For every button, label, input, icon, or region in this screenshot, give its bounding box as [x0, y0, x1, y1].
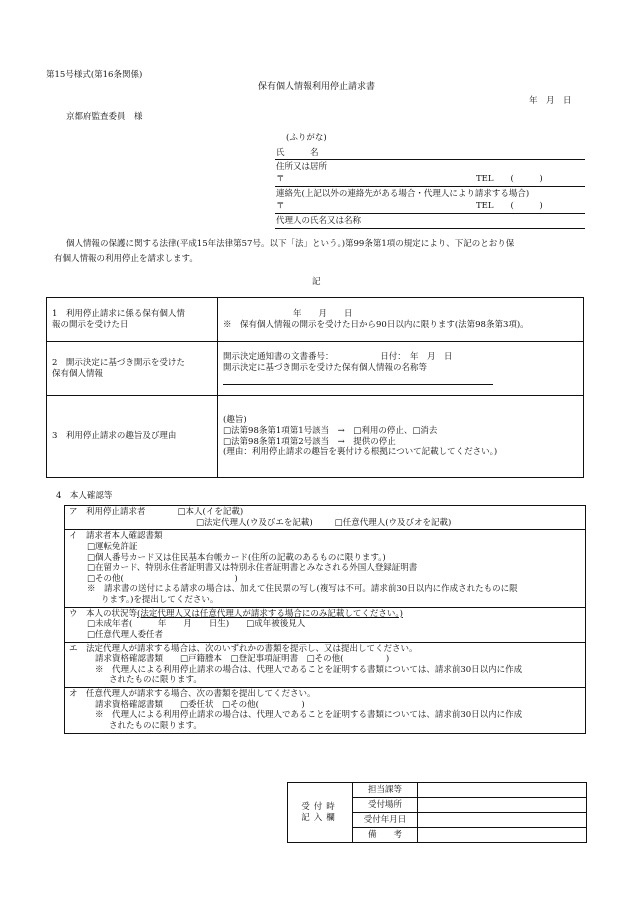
- row-e: エ 法定代理人が請求する場合は、次のいずれかの書類を提示し、又は提出してください。 請求資格確認書類 □戸籍謄本 □登記事項証明書 □その他( ) ※ 代理人による利用停止請求の場合は、代理人であることを証明する書類については、請求前30日以内に作成 されたものに限ります。: [65, 642, 586, 688]
- ki-label: 記: [312, 277, 321, 287]
- reception-field[interactable]: [418, 828, 587, 843]
- mail-request-note: ※ 請求書の送付による請求の場合は、加えて住民票の写し(複写は不可。請求前30日以内に作成されたものに限 ります。)を提出してください。: [87, 584, 518, 605]
- postal-mark-2: 〒: [276, 201, 285, 211]
- row-o: オ 任意代理人が請求する場合、次の書類を提出してください。 請求資格確認書類 □委任状 □その他( ) ※ 代理人による利用停止請求の場合は、代理人であることを証明する書類については、請求前30日以内に作成 されたものに限ります。: [65, 688, 586, 734]
- form-number: 第15号様式(第16条関係): [46, 70, 143, 80]
- sec1-label: 1 利用停止請求に係る保有個人情 報の開示を受けた日: [47, 298, 218, 342]
- name-label: 氏 名: [276, 148, 319, 158]
- tel-field: TEL ( ): [476, 174, 543, 184]
- tel-field-2: TEL ( ): [476, 201, 543, 211]
- date-field: 年 月 日: [529, 96, 572, 106]
- row-a: ア 利用停止請求者 □本人(イを記載) □法定代理人(ウ及びエを記載) □任意代理人(ウ及びオを記載): [65, 506, 586, 530]
- voluntary-agent-checkbox[interactable]: □任意代理人(ウ及びオを記載): [334, 517, 452, 528]
- sec1-note: ※ 保有個人情報の開示を受けた日から90日以内に限ります(法第98条第3項)。: [223, 319, 529, 330]
- reason-note: (理由：利用停止請求の趣旨を裏付ける根拠について記載してください。): [223, 447, 498, 458]
- reception-field[interactable]: [418, 798, 587, 813]
- sec3-content: (趣旨) □法第98条第1項第1号該当 → □利用の停止、□消去 □法第98条第1項第2号該当 → 提供の停止 (理由：利用停止請求の趣旨を裏付ける根拠について記載してください。): [218, 396, 584, 478]
- other-doc-checkbox[interactable]: □その他( ): [87, 573, 238, 584]
- sec1-content: [218, 298, 584, 342]
- legal-agent-docs: 請求資格確認書類 □戸籍謄本 □登記事項証明書 □その他( ): [95, 654, 390, 665]
- reception-field[interactable]: [418, 813, 587, 828]
- self-checkbox[interactable]: □本人(イを記載): [177, 507, 244, 517]
- identity-table: [64, 505, 586, 734]
- clause1-checkbox: □法第98条第1項第1号該当 → □利用の停止、□消去: [223, 425, 438, 436]
- legal-agent-checkbox[interactable]: □法定代理人(ウ及びエを記載): [196, 517, 313, 528]
- addressee: 京都府監査委員 様: [66, 112, 143, 122]
- voluntary-agent-docs: 請求資格確認書類 □委任状 □その他( ): [95, 699, 305, 710]
- disclosed-info-name: 開示決定に基づき開示を受けた保有個人情報の名称等: [223, 363, 428, 373]
- disclosure-date: 年 月 日: [293, 308, 353, 319]
- reception-row-label: 担当課等: [353, 783, 418, 798]
- sec2-label: 2 開示決定に基づき開示を受けた 保有個人情報: [47, 342, 218, 396]
- reception-field[interactable]: [418, 783, 587, 798]
- principal-checkbox[interactable]: □任意代理人委任者: [87, 629, 164, 640]
- reception-row-label: 備 考: [353, 828, 418, 843]
- residence-card-checkbox[interactable]: □在留カード、特別永住者証明書又は特別永住者証明書とみなされる外国人登録証明書: [87, 563, 418, 574]
- sec3-label: 3 利用停止請求の趣旨及び理由: [47, 396, 218, 478]
- mynumber-card-checkbox[interactable]: □個人番号カード又は住民基本台帳カード(住所の記載のあるものに限ります。): [87, 552, 386, 563]
- reception-row-label: 受付年月日: [353, 813, 418, 828]
- address-label: 住所又は居所: [276, 162, 328, 172]
- postal-mark: 〒: [276, 174, 285, 184]
- clause2-checkbox: □法第98条第1項第2号該当 → 提供の停止: [223, 436, 396, 447]
- reception-label: 受付時 記入欄: [288, 783, 353, 843]
- row-i: イ 請求者本人確認書類 □運転免許証 □個人番号カード又は住民基本台帳カード(住所の記載のあるものに限ります。) □在留カード、特別永住者証明書又は特別永住者証明書とみなされる外国人登録証明書 □その他( ) ※ 請求書の送付による請求の場合は、加えて住民票の写し(複写は不可。請求前30日以内に作成されたものに限 ります。)を提出してください。: [65, 530, 586, 607]
- row-u: ウ 本人の状況等(法定代理人又は任意代理人が請求する場合にのみ記載してください。) □未成年者( 年 月 日生) □成年被後見人 □任意代理人委任者: [65, 607, 586, 642]
- agent-label: 代理人の氏名又は名称: [276, 216, 362, 226]
- document-title: 保有個人情報利用停止請求書: [258, 82, 376, 92]
- request-details-table: [46, 297, 584, 478]
- intro-text-line1: 個人情報の保護に関する法律(平成15年法律第57号。以下「法」という。)第99条第1項の規定により、下記のとおり保: [66, 239, 515, 249]
- notice-doc-number: 開示決定通知書の文書番号： 日付： 年 月 日: [223, 352, 453, 363]
- drivers-license-checkbox[interactable]: □運転免許証: [87, 541, 138, 552]
- reception-box: [287, 782, 587, 843]
- sec4-title: 4 本人確認等: [56, 491, 113, 501]
- minor-checkbox[interactable]: □未成年者( 年 月 日生) □成年被後見人: [87, 619, 306, 630]
- furigana-label: (ふりがな): [286, 133, 327, 143]
- sec2-content: [218, 342, 584, 396]
- contact-label: 連絡先(上記以外の連絡先がある場合・代理人により請求する場合): [276, 189, 530, 199]
- intro-text-line2: 有個人情報の利用停止を請求します。: [54, 254, 198, 264]
- reception-row-label: 受付場所: [353, 798, 418, 813]
